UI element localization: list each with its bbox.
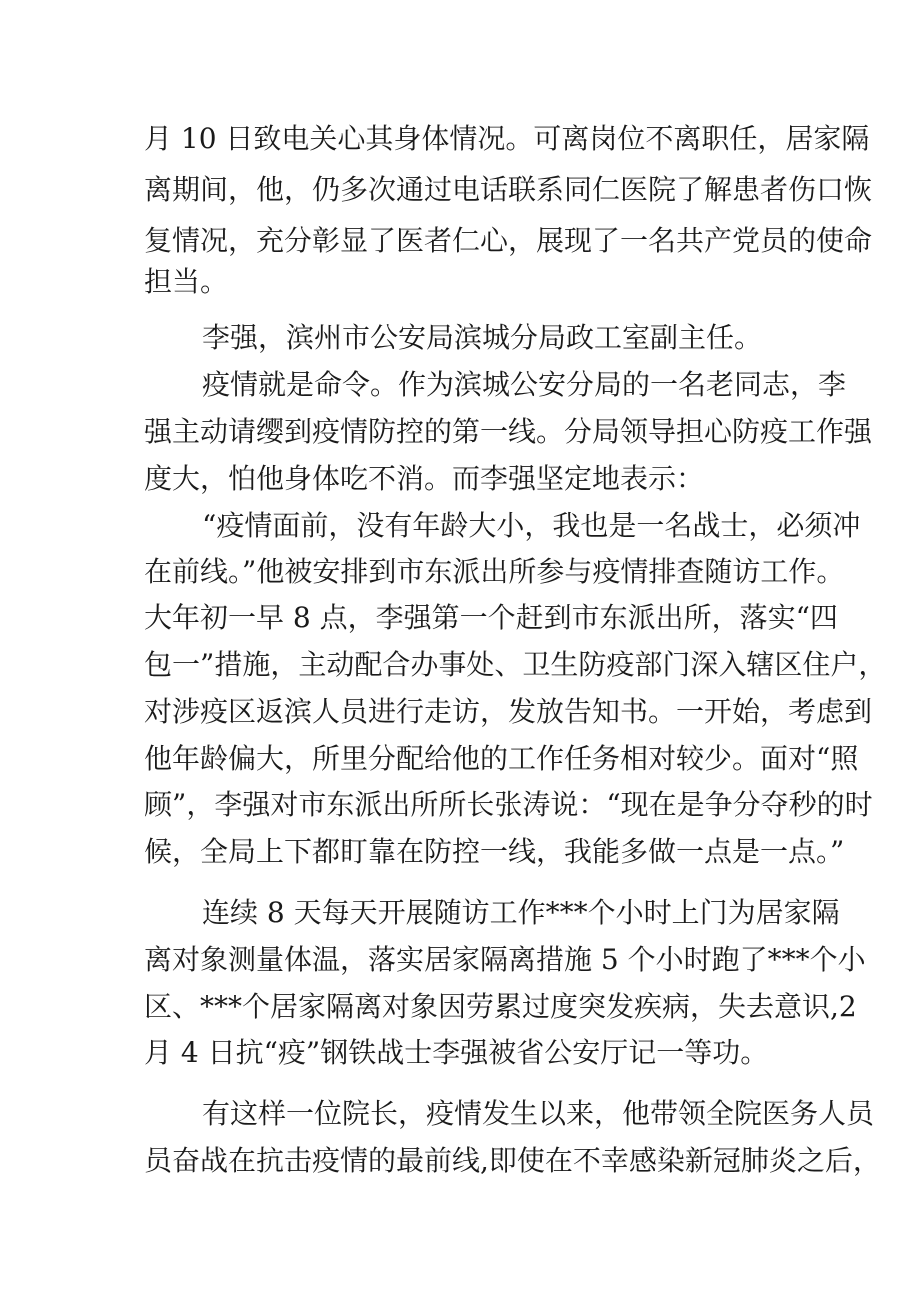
text-line: “疫情面前，没有年龄大小，我也是一名战士，必须冲: [202, 509, 861, 542]
text-line: 复情况，充分彰显了医者仁心，展现了一名共产党员的使命: [144, 224, 873, 257]
text-line: 李强，滨州市公安局滨城分局政工室副主任。: [202, 321, 763, 354]
text-line: 员奋战在抗击疫情的最前线,即使在不幸感染新冠肺炎之后，: [144, 1144, 881, 1177]
text-line: 有这样一位院长，疫情发生以来，他带领全院医务人员: [202, 1097, 875, 1130]
text-line: 候，全局上下都盯靠在防控一线，我能多做一点是一点。”: [144, 835, 845, 868]
text-line: 月 10 日致电关心其身体情况。可离岗位不离职任，居家隔: [144, 122, 870, 155]
text-line: 离对象测量体温，落实居家隔离措施 5 个小时跑了***个小: [144, 943, 866, 976]
text-line: 他年龄偏大，所里分配给他的工作任务相对较少。面对“照: [144, 742, 859, 775]
text-line: 大年初一早 8 点，李强第一个赶到市东派出所，落实“四: [144, 601, 838, 634]
text-line: 包一”措施，主动配合办事处、卫生防疫部门深入辖区住户，: [144, 648, 887, 681]
text-line: 度大，怕他身体吃不消。而李强坚定地表示：: [144, 462, 705, 495]
text-line: 区、***个居家隔离对象因劳累过度突发疾病，失去意识,2: [144, 990, 857, 1023]
text-line: 强主动请缨到疫情防控的第一线。分局领导担心防疫工作强: [144, 415, 873, 448]
text-line: 对涉疫区返滨人员进行走访，发放告知书。一开始，考虑到: [144, 695, 873, 728]
text-line: 顾”，李强对市东派出所所长张涛说：“现在是争分夺秒的时: [144, 788, 873, 821]
text-line: 离期间，他，仍多次通过电话联系同仁医院了解患者伤口恢: [144, 173, 873, 206]
text-line: 担当。: [144, 265, 229, 298]
text-line: 连续 8 天每天开展随访工作***个小时上门为居家隔: [202, 896, 840, 929]
text-line: 在前线。”他被安排到市东派出所参与疫情排查随访工作。: [144, 555, 845, 588]
text-line: 疫情就是命令。作为滨城公安分局的一名老同志，李: [202, 368, 847, 401]
text-line: 月 4 日抗“疫”钢铁战士李强被省公安厅记一等功。: [144, 1036, 769, 1069]
